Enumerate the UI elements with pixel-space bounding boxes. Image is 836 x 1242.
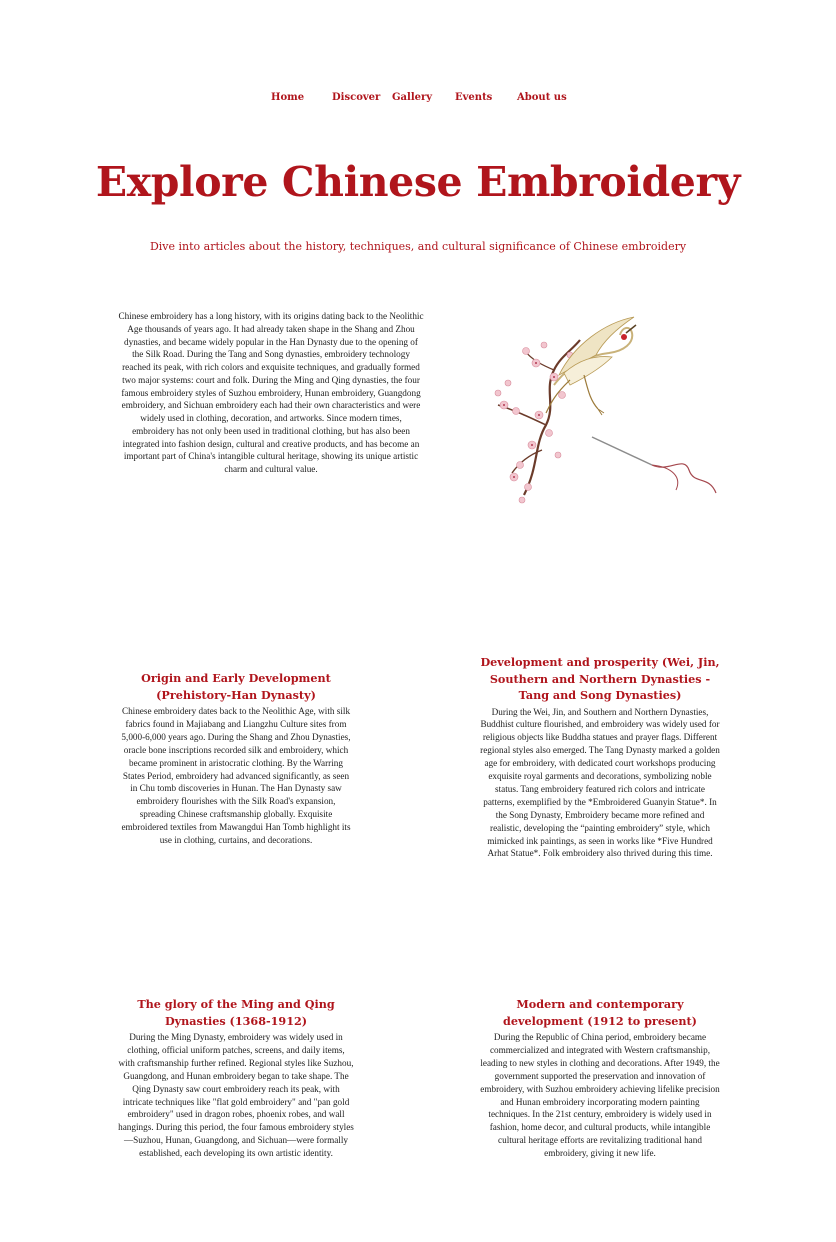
crane-embroidery-illustration xyxy=(484,305,724,510)
section-ming-qing-text: During the Ming Dynasty, embroidery was widely used in clothing, official uniform patches, screens, and daily items, with craftsmanship further refined. Regional styles like Suzhou, Guangdong, and Hunan embroidery began to take shape. The Qing Dynasty saw court embroidery reach its peak, with intricate techniques like "flat gold embroidery" and "pan gold embroidery" used in dragon robes, phoenix robes, and wall hangings. During this period, the four famous embroidery styles—Suzhou, Hunan, Guangdong, and Sichuan—were formally established, each developing its own artistic identity. xyxy=(118,1032,354,1159)
section-prosperity xyxy=(480,654,720,860)
nav-events-link[interactable]: Events xyxy=(455,92,493,103)
section-ming-qing-title: The glory of the Ming and Qing Dynasties (1368-1912) xyxy=(137,997,335,1028)
section-origin xyxy=(120,670,352,847)
nav-discover-link[interactable]: Discover xyxy=(332,92,381,103)
crane-plum-blossom-icon xyxy=(484,305,724,510)
section-prosperity-title: Development and prosperity (Wei, Jin, Southern and Northern Dynasties - Tang and Song Dynasties) xyxy=(480,655,720,702)
nav-gallery-link[interactable]: Gallery xyxy=(392,92,433,103)
nav-home-link[interactable]: Home xyxy=(271,92,305,103)
section-modern xyxy=(480,996,720,1160)
page-title: Explore Chinese Embroidery xyxy=(95,158,741,206)
intro-paragraph: Chinese embroidery has a long history, with its origins dating back to the Neolithic Age thousands of years ago. It had already taken shape in the Shang and Zhou dynasties, and became widely popular in the Han Dynasty due to the opening of the Silk Road. During the Tang and Song dynasties, embroidery technology reached its peak, with rich colors and exquisite techniques, and gradually formed two major systems: court and folk. During the Ming and Qing dynasties, the four famous embroidery styles of Suzhou embroidery, Hunan embroidery, Guangdong embroidery, and Sichuan embroidery each had their own characteristics and were widely used in clothing, decoration, and artworks. Since modern times, embroidery has not only been used in traditional clothing, but has also been integrated into fashion design, cultural and creative products, and has become an important part of China's intangible cultural heritage, showing its unique artistic charm and cultural value. xyxy=(118,311,424,474)
section-ming-qing xyxy=(118,996,354,1160)
page-subtitle: Dive into articles about the history, techniques, and cultural significance of Chinese embroidery xyxy=(149,240,687,253)
section-modern-text: During the Republic of China period, embroidery became commercialized and integrated with Western craftsmanship, leading to new styles in clothing and decorations. After 1949, the government supported the preservation and innovation of embroidery, with Suzhou embroidery achieving lifelike precision and Hunan embroidery incorporating modern painting techniques. In the 21st century, embroidery is widely used in fashion, home decor, and cultural products, while intangible cultural heritage efforts are revitalizing traditional hand embroidery, giving it new life. xyxy=(480,1032,720,1159)
section-origin-text: Chinese embroidery dates back to the Neolithic Age, with silk fabrics found in Majiabang and Liangzhu Culture sites from 5,000-6,000 years ago. During the Shang and Zhou Dynasties, oracle bone inscriptions recorded silk and embroidery, which became prominent in aristocratic clothing. By the Warring States Period, embroidery had advanced significantly, as seen in Chu tomb discoveries in Hunan. The Han Dynasty saw embroidery flourishes with the Silk Road's expansion, spreading Chinese craftsmanship globally. Exquisite embroidered textiles from Mawangdui Han Tomb highlight its use in clothing, curtains, and decorations. xyxy=(121,706,351,846)
main-nav xyxy=(0,92,836,110)
nav-about-link[interactable]: About us xyxy=(517,92,567,103)
section-origin-title: Origin and Early Development (Prehistory-Han Dynasty) xyxy=(141,671,331,702)
section-prosperity-text: During the Wei, Jin, and Southern and Northern Dynasties, Buddhist culture flourished, and embroidery was widely used for religious objects like Buddha statues and prayer flags. Different regional styles also emerged. The Tang Dynasty marked a golden age for embroidery, with dedicated court workshops producing exquisite royal garments and decorations, symbolizing noble status. Tang embroidery featured rich colors and intricate patterns, exemplified by the *Embroidered Guanyin Statue*. In the Song Dynasty, Embroidery became more refined and realistic, developing the “painting embroidery” style, which mimicked ink paintings, as seen in works like *Five Hundred Arhat Statue*. Folk embroidery also thrived during this time. xyxy=(480,706,720,859)
section-modern-title: Modern and contemporary development (1912 to present) xyxy=(503,997,697,1028)
